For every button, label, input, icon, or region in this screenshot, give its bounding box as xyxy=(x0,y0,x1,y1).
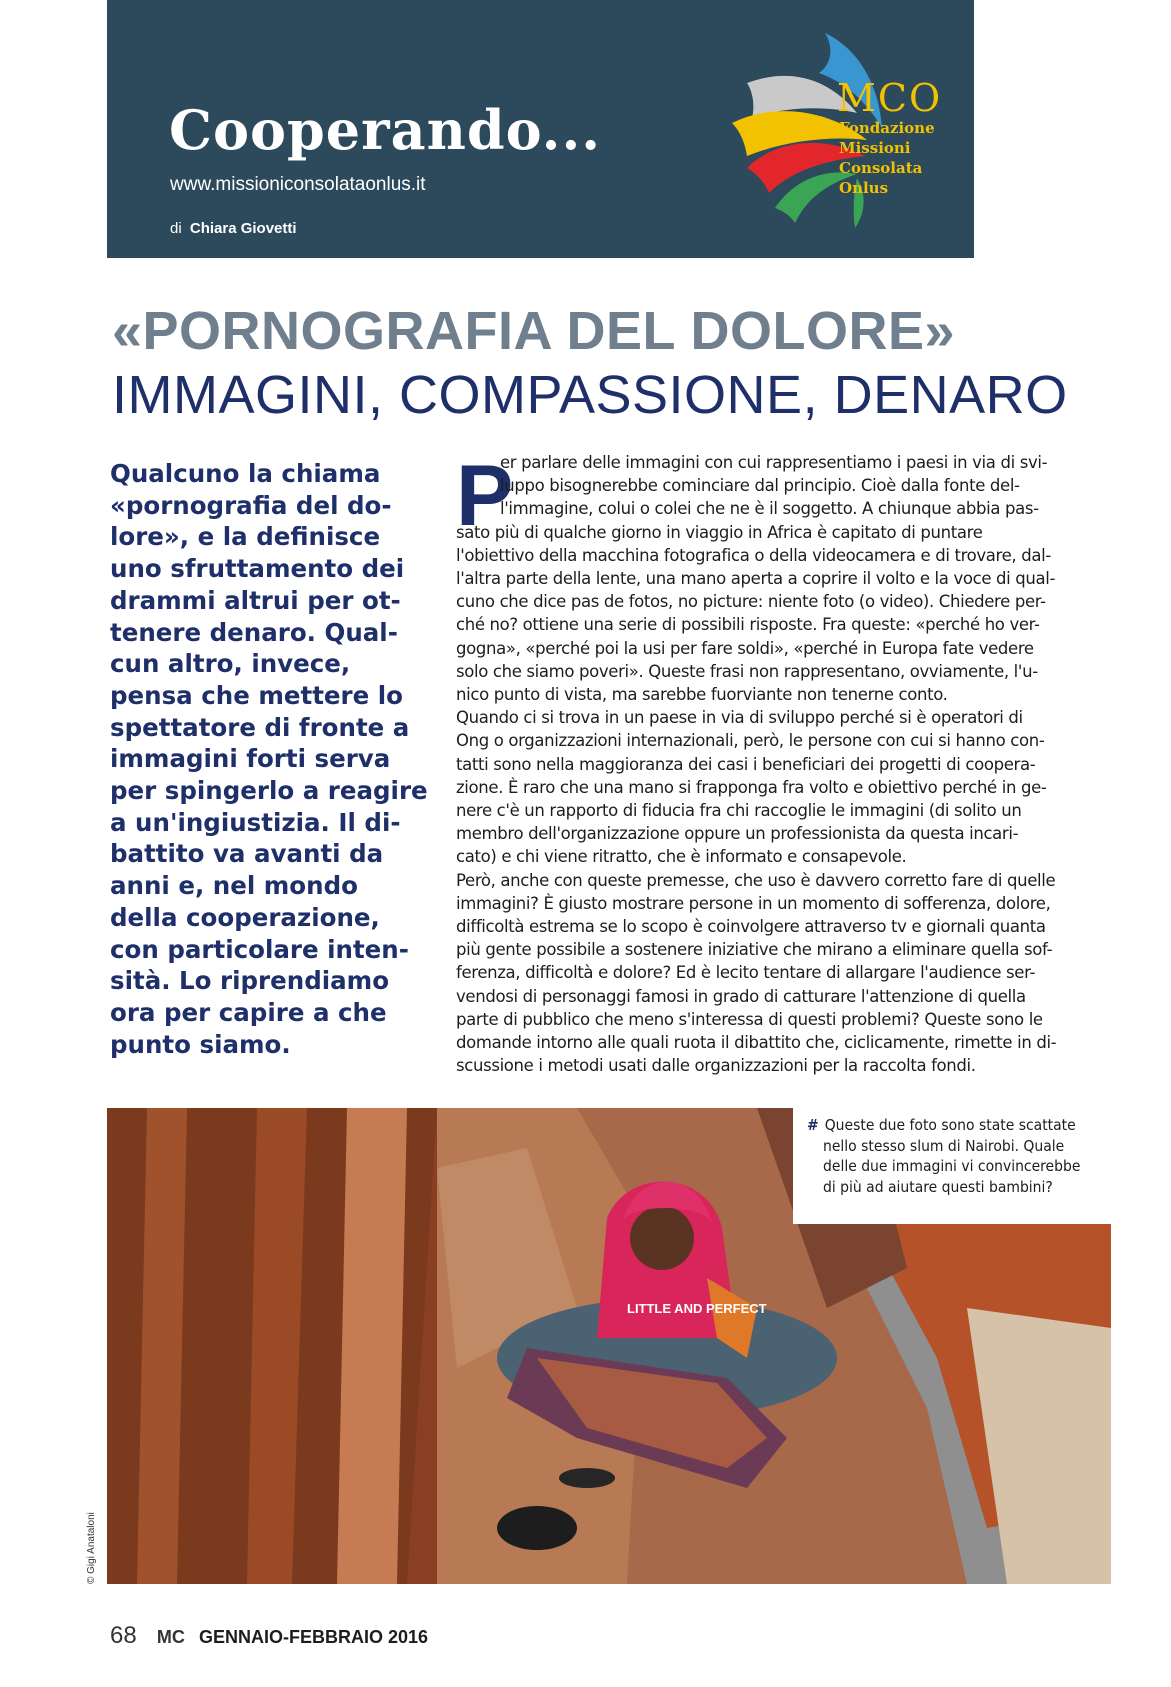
lead-line: pensa che mettere lo xyxy=(110,680,403,710)
body-line: Quando ci si trova in un paese in via di sviluppo perché si è operatori di xyxy=(456,708,1023,728)
body-line: Però, anche con queste premesse, che uso è davvero corretto fare di quelle xyxy=(456,870,1056,890)
logo-line: Consolata xyxy=(839,159,923,177)
lead-line: sità. Lo riprendiamo xyxy=(110,966,390,996)
section-title: Cooperando... xyxy=(169,98,602,162)
byline-prefix: di xyxy=(170,220,182,237)
body-line: er parlare delle immagini con cui rappresentiamo i paesi in via di svi- xyxy=(500,453,1048,472)
body-line: ché no? ottiene una serie di possibili risposte. Fra queste: «perché ho ver- xyxy=(456,615,1040,635)
photo-caption-box xyxy=(793,1108,1111,1224)
lead-line: punto siamo. xyxy=(110,1029,291,1059)
caption-marker: # xyxy=(807,1116,819,1134)
caption-line xyxy=(807,1115,1080,1136)
lead-line: della cooperazione, xyxy=(110,902,380,932)
headline-main: «PORNOGRAFIA DEL DOLORE» xyxy=(112,301,956,361)
body-line: nico punto di vista, ma sarebbe fuorviante non tenerne conto. xyxy=(456,685,948,705)
caption-line: nello stesso slum di Nairobi. Quale xyxy=(823,1136,1065,1155)
lead-line: ora per capire a che xyxy=(110,997,387,1027)
photo-credit: © Gigi Anataloni xyxy=(86,1512,97,1584)
body-line: cato) e chi viene ritratto, che è informato e consapevole. xyxy=(456,847,907,867)
lead-line: uno sfruttamento dei xyxy=(110,554,405,584)
lead-line: lore», e la definisce xyxy=(110,522,381,552)
lead-paragraph xyxy=(110,458,428,1060)
issue-date: GENNAIO-FEBBRAIO 2016 xyxy=(198,1627,428,1647)
body-line: solo che siamo poveri». Queste frasi non rappresentano, ovviamente, l'u- xyxy=(456,661,1038,681)
body-line: cuno che dice pas de fotos, no picture: niente foto (o video). Chiedere per- xyxy=(456,592,1046,612)
body-line: domande intorno alle quali ruota il dibattito che, ciclicamente, rimette in di- xyxy=(456,1033,1057,1053)
logo-org-name xyxy=(839,118,935,198)
lead-line: drammi altrui per ot- xyxy=(110,585,401,615)
headline-sub: IMMAGINI, COMPASSIONE, DENARO xyxy=(112,365,1068,425)
lead-line: spettatore di fronte a xyxy=(110,712,410,742)
lead-line: per spingerlo a reagire xyxy=(110,776,428,806)
body-line: sato più di qualche giorno in viaggio in Africa è capitato di puntare xyxy=(456,522,983,542)
body-line: luppo bisognerebbe cominciare dal principio. Cioè dalla fonte del- xyxy=(500,476,1020,496)
caption-text: Queste due foto sono state scattate xyxy=(824,1116,1076,1134)
author-name: Chiara Giovetti xyxy=(189,220,297,237)
body-line: l'obiettivo della macchina fotografica o della videocamera e di trovare, dal- xyxy=(456,545,1051,565)
logo-line: Missioni xyxy=(839,139,911,157)
body-line: scussione i metodi usati dalle organizzazioni per la raccolta fondi. xyxy=(456,1056,976,1076)
lead-line: con particolare inten- xyxy=(110,934,409,964)
body-line: Ong o organizzazioni internazionali, però, le persone con cui si hanno con- xyxy=(456,731,1045,751)
logo-line: Onlus xyxy=(839,179,889,197)
body-line: tatti sono nella maggioranza dei casi i beneficiari dei progetti di coopera- xyxy=(456,754,1036,774)
lead-line: cun altro, invece, xyxy=(110,649,351,679)
lead-line: «pornografia del do- xyxy=(110,490,392,520)
lead-line: a un'ingiustizia. Il di- xyxy=(110,807,401,837)
body-line: membro dell'organizzazione oppure un professionista da questa incari- xyxy=(456,824,1019,844)
article-body xyxy=(456,448,1110,1077)
drop-cap: P xyxy=(456,448,514,544)
body-line: più gente possibile a sostenere iniziative che mirano a eliminare quella sof- xyxy=(456,940,1053,960)
byline xyxy=(170,220,297,237)
caption-line: delle due immagini vi convincerebbe xyxy=(823,1157,1081,1175)
shirt-print: LITTLE AND PERFECT xyxy=(627,1301,767,1316)
body-line: gogna», «perché poi la usi per fare soldi», «perché in Europa fate vedere xyxy=(456,638,1034,658)
logo-line: Fondazione xyxy=(839,119,935,137)
lead-line: battito va avanti da xyxy=(110,839,384,869)
photo-caption xyxy=(807,1115,1080,1197)
website-url[interactable]: www.missioniconsolataonlus.it xyxy=(170,174,426,195)
body-line: immagini? È giusto mostrare persone in un momento di sofferenza, dolore, xyxy=(456,893,1051,913)
body-line: nere c'è un rapporto di fiducia fra chi raccoglie le immagini (di solito un xyxy=(456,801,1022,821)
lead-line: immagini forti serva xyxy=(110,744,391,774)
lead-line: anni e, nel mondo xyxy=(110,871,358,901)
body-line: vendosi di personaggi famosi in grado di catturare l'attenzione di quella xyxy=(456,986,1026,1006)
lead-line: Qualcuno la chiama xyxy=(110,459,381,488)
page-number: 68 xyxy=(110,1622,137,1649)
body-line: zione. È raro che una mano si frapponga fra volto e obiettivo perché in ge- xyxy=(456,777,1047,797)
body-line: l'immagine, colui o colei che ne è il soggetto. A chiunque abbia pas- xyxy=(500,499,1039,519)
body-line: ferenza, difficoltà e dolore? Ed è lecito tentare di allargare l'audience ser- xyxy=(456,963,1036,983)
logo-abbreviation: MCO xyxy=(837,76,943,120)
body-line: l'altra parte della lente, una mano aperta a coprire il volto e la voce di qual- xyxy=(456,569,1056,589)
section-banner xyxy=(107,0,974,258)
page-footer xyxy=(110,1622,428,1650)
body-line: parte di pubblico che meno s'interessa di questi problemi? Queste sono le xyxy=(456,1009,1043,1029)
lead-line: tenere denaro. Qual- xyxy=(110,617,398,647)
magazine-abbr: MC xyxy=(156,1627,185,1647)
body-line: difficoltà estrema se lo scopo è coinvolgere attraverso tv e giornali quanta xyxy=(456,917,1046,937)
caption-line: di più ad aiutare questi bambini? xyxy=(823,1177,1053,1196)
